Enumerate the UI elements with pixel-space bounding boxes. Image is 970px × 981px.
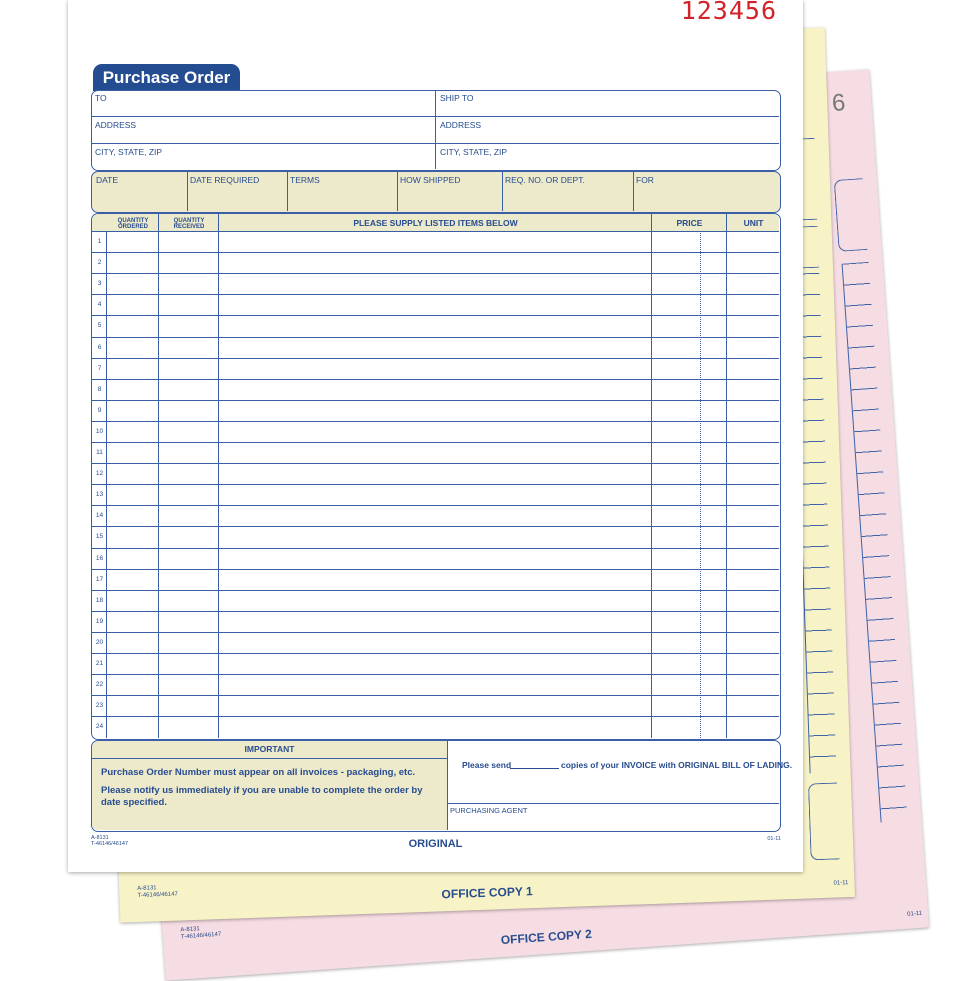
table-row-number: 22	[95, 681, 104, 689]
table-row-number: 23	[95, 702, 104, 710]
ship-city-field-label: CITY, STATE, ZIP	[440, 147, 508, 157]
table-row-divider	[92, 653, 779, 654]
ship-address-field-label: ADDRESS	[440, 120, 482, 130]
order-info-row	[91, 171, 781, 213]
table-row-number: 14	[95, 512, 104, 520]
please-send-text: Please send	[462, 760, 512, 770]
serial-number: 123456	[680, 0, 777, 25]
table-row-number: 18	[95, 596, 104, 604]
date-label: DATE	[96, 175, 119, 185]
table-row-divider	[92, 273, 779, 274]
table-row-number: 21	[95, 660, 104, 667]
table-row-divider	[92, 315, 779, 316]
table-row-number: 2	[97, 259, 102, 267]
table-row-number: 1	[97, 238, 102, 245]
req-no-label: REQ. NO. OR DEPT.	[505, 175, 585, 185]
table-row-number: 20	[95, 638, 104, 646]
table-row-number: 3	[97, 280, 102, 288]
city-field-label: CITY, STATE, ZIP	[95, 147, 163, 157]
invoice-instruction-text: copies of your INVOICE with ORIGINAL BILL OF LADING.	[561, 760, 793, 770]
table-row-divider	[92, 337, 779, 338]
office-copy-2-label: OFFICE COPY 2	[500, 926, 593, 948]
copies-count-blank	[510, 768, 559, 769]
table-row-divider	[92, 484, 779, 485]
table-row-number: 7	[97, 364, 102, 372]
office-copy-1-label: OFFICE COPY 1	[441, 884, 533, 902]
to-field-label: TO	[95, 93, 107, 103]
form-title: Purchase Order	[93, 64, 240, 91]
table-row-divider	[92, 252, 779, 253]
table-row-divider	[92, 400, 779, 401]
address-block	[91, 90, 781, 171]
table-row-divider	[92, 611, 779, 612]
table-row-divider	[92, 526, 779, 527]
price-header: PRICE	[676, 218, 703, 228]
date-required-label: DATE REQUIRED	[190, 175, 260, 185]
for-label: FOR	[636, 175, 654, 185]
how-shipped-label: HOW SHIPPED	[400, 175, 461, 185]
table-row-number: 4	[97, 301, 102, 309]
important-block	[91, 740, 793, 832]
table-row-number: 10	[95, 427, 104, 435]
table-row-divider	[92, 548, 779, 549]
ghost-box-yellow-3	[808, 782, 840, 860]
table-row-number: 11	[96, 449, 103, 456]
table-row-divider	[92, 716, 779, 717]
items-description-header: PLEASE SUPPLY LISTED ITEMS BELOW	[353, 218, 518, 228]
form-code: A-8131 T-46146/46147	[91, 835, 129, 847]
table-row-number: 13	[95, 491, 104, 499]
copy-number-pink: 6	[831, 89, 847, 118]
table-row-divider	[92, 358, 779, 359]
table-row-divider	[92, 505, 779, 506]
important-note-2: Please notify us immediately if you are unable to complete the order by date specified.	[101, 785, 423, 808]
important-heading: IMPORTANT	[244, 744, 295, 754]
table-row-divider	[92, 463, 779, 464]
table-row-divider	[92, 569, 779, 570]
form-code-pink: A-8131 T-46146/46147	[180, 926, 222, 941]
table-row-number: 24	[95, 723, 104, 731]
table-row-divider	[92, 590, 779, 591]
ghost-table-pink	[842, 262, 908, 823]
original-sheet	[68, 0, 803, 872]
ship-to-field-label: SHIP TO	[440, 93, 474, 103]
qty-received-header: QUANTITY RECEIVED	[173, 218, 205, 230]
table-row-number: 12	[95, 470, 104, 478]
table-row-divider	[92, 632, 779, 633]
table-row-divider	[92, 294, 779, 295]
table-row-divider	[92, 379, 779, 380]
table-row-divider	[92, 421, 779, 422]
date-code: 01-11	[767, 836, 781, 842]
unit-header: UNIT	[743, 218, 764, 228]
purchasing-agent-label: PURCHASING AGENT	[450, 806, 528, 815]
original-copy-label: ORIGINAL	[408, 838, 463, 850]
terms-label: TERMS	[290, 175, 320, 185]
qty-ordered-header: QUANTITY ORDERED	[117, 218, 149, 230]
date-code-pink: 01-11	[907, 910, 923, 918]
table-row-number: 17	[95, 575, 104, 583]
table-row-number: 15	[95, 533, 104, 541]
important-note-1: Purchase Order Number must appear on all invoices - packaging, etc.	[101, 767, 416, 778]
table-row-number: 16	[95, 554, 104, 562]
address-field-label: ADDRESS	[95, 120, 137, 130]
table-row-number: 8	[97, 385, 102, 393]
table-row-number: 9	[97, 406, 102, 414]
table-row-divider	[92, 695, 779, 696]
table-row-number: 6	[97, 343, 102, 351]
form-code-yellow: A-8131 T-46146/46147	[137, 885, 178, 899]
items-table	[91, 213, 781, 740]
ghost-box-pink	[834, 178, 868, 252]
table-row-number: 19	[95, 617, 104, 625]
table-row-divider	[92, 442, 779, 443]
table-row-number: 5	[97, 322, 102, 330]
date-code-yellow: 01-11	[833, 880, 849, 887]
table-row-divider	[92, 674, 779, 675]
